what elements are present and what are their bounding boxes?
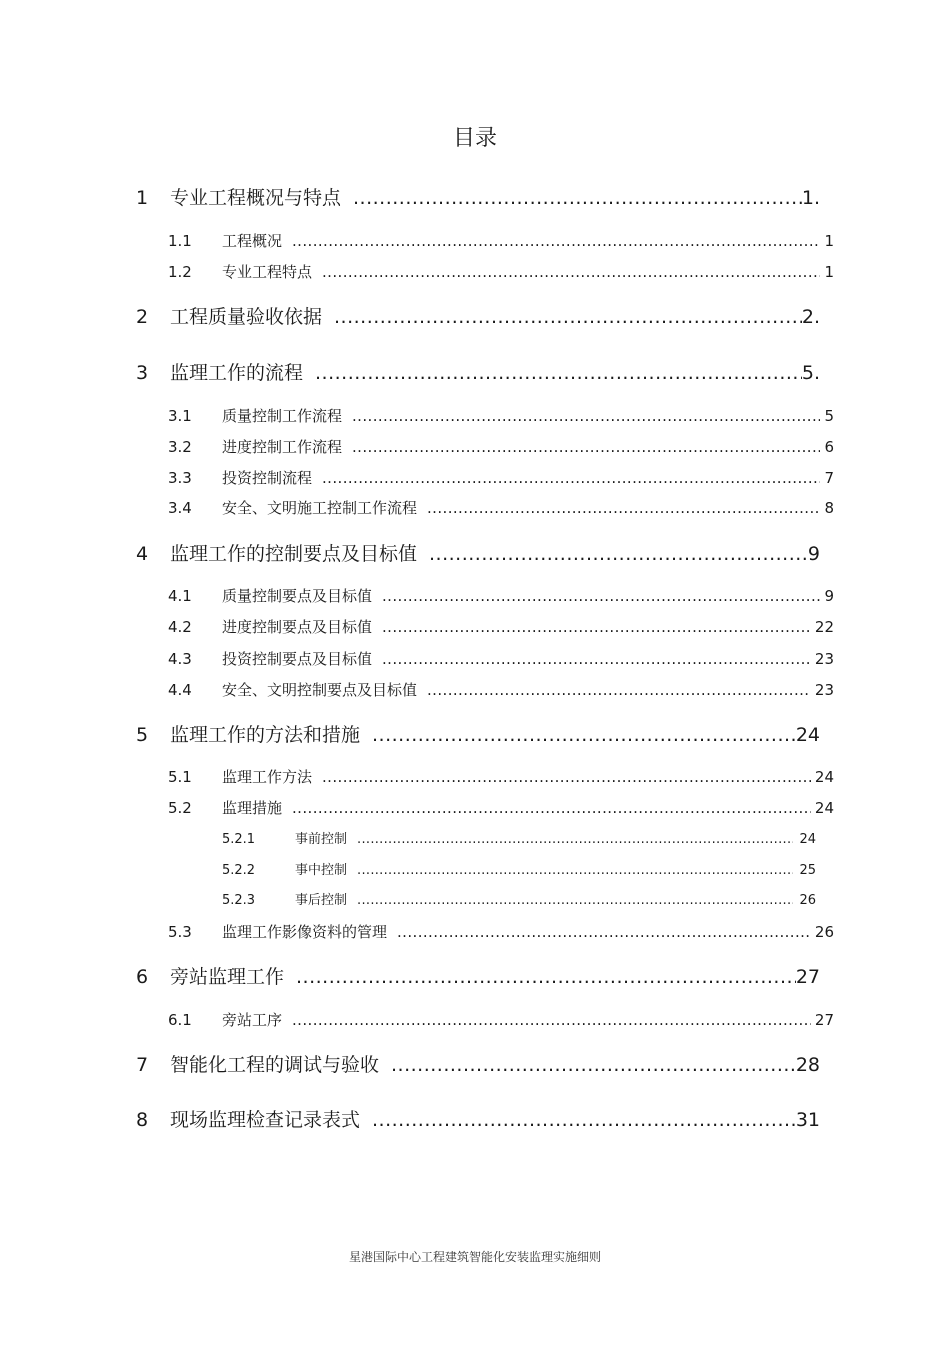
section-title: 监理工作影像资料的管理 [222,923,388,941]
section-title: 监理工作的方法和措施 [170,724,361,746]
section-number: 4 [136,543,149,565]
page-number: 24 [795,724,820,746]
section-number: 5.2 [168,799,192,817]
section-number: 5.2.2 [222,863,256,878]
page-number: 9 [807,543,820,565]
section-number: 5.3 [168,923,192,941]
dot-leader [322,468,820,488]
toc-entry[interactable] [168,468,834,488]
section-number: 3 [136,362,149,384]
toc-entry[interactable] [168,586,834,606]
page-number: 28 [795,1054,820,1076]
page-number: 5 [824,407,834,425]
dot-leader [292,798,811,818]
dot-leader [429,541,806,567]
dot-leader [357,892,793,910]
page-number: 26 [799,893,816,908]
dot-leader [352,437,820,457]
dot-leader [427,680,811,700]
dot-leader [357,862,793,880]
page-number: 5. [801,362,820,384]
section-title: 事后控制 [295,893,348,908]
page-number: 24 [799,832,816,847]
section-title: 进度控制工作流程 [222,438,343,456]
dot-leader [292,1010,811,1030]
section-number: 3.4 [168,499,192,517]
dot-leader [296,964,796,990]
toc-entry[interactable] [168,231,834,251]
section-number: 5.2.1 [222,832,256,847]
page-number: 9 [824,587,834,605]
section-number: 2 [136,306,149,328]
toc-entry[interactable] [222,892,816,910]
section-title: 监理工作方法 [222,768,313,786]
page-number: 24 [814,768,834,786]
section-number: 5.2.3 [222,893,256,908]
page-number: 2. [801,306,820,328]
section-title: 事前控制 [295,832,348,847]
dot-leader [372,722,796,748]
section-number: 1.2 [168,263,192,281]
toc-entry[interactable] [136,722,820,748]
dot-leader [382,649,811,669]
section-title: 专业工程特点 [222,263,313,281]
dot-leader [292,231,820,251]
toc-entry[interactable] [136,541,820,567]
toc-entry[interactable] [168,798,834,818]
section-title: 监理措施 [222,799,283,817]
section-title: 投资控制流程 [222,469,313,487]
page-number: 7 [824,469,834,487]
toc-entry[interactable] [168,680,834,700]
toc-entry[interactable] [136,304,820,330]
toc-entry[interactable] [136,360,820,386]
toc-entry[interactable] [168,767,834,787]
dot-leader [397,922,811,942]
dot-leader [334,304,802,330]
section-title: 智能化工程的调试与验收 [170,1054,380,1076]
section-number: 4.1 [168,587,192,605]
dot-leader [322,262,820,282]
section-number: 8 [136,1109,149,1131]
section-number: 6 [136,966,149,988]
section-number: 5 [136,724,149,746]
toc-entry[interactable] [168,437,834,457]
dot-leader [382,617,811,637]
section-number: 4.3 [168,650,192,668]
dot-leader [391,1052,796,1078]
page-number: 1 [824,232,834,250]
section-number: 1 [136,187,149,209]
page-number: 22 [814,618,834,636]
section-number: 4.2 [168,618,192,636]
section-title: 旁站工序 [222,1011,283,1029]
page-footer: 星港国际中心工程建筑智能化安装监理实施细则 [348,1250,601,1264]
toc-entry[interactable] [136,964,820,990]
page-number: 31 [795,1109,820,1131]
page-number: 23 [814,681,834,699]
section-title: 工程概况 [222,232,283,250]
section-number: 6.1 [168,1011,192,1029]
section-title: 安全、文明施工控制工作流程 [222,499,418,517]
dot-leader [322,767,811,787]
page-number: 23 [814,650,834,668]
dot-leader [352,406,820,426]
section-number: 3.1 [168,407,192,425]
page-number: 8 [824,499,834,517]
section-title: 监理工作的流程 [170,362,304,384]
toc-entry[interactable] [168,649,834,669]
toc-entry[interactable] [168,262,834,282]
toc-entry[interactable] [136,1107,820,1133]
page-number: 1 [824,263,834,281]
page-number: 25 [799,863,816,878]
section-title: 质量控制工作流程 [222,407,343,425]
section-number: 3.2 [168,438,192,456]
section-title: 进度控制要点及目标值 [222,618,373,636]
toc-entry[interactable] [222,862,816,880]
toc-entry[interactable] [136,1052,820,1078]
dot-leader [353,185,802,211]
page-number: 1. [801,187,820,209]
page-number: 27 [814,1011,834,1029]
section-title: 监理工作的控制要点及目标值 [170,543,418,565]
section-number: 7 [136,1054,149,1076]
dot-leader [357,831,793,849]
toc-entry[interactable] [136,185,820,211]
page-title: 目录 [452,126,497,151]
dot-leader [382,586,820,606]
page-number: 27 [795,966,820,988]
section-number: 1.1 [168,232,192,250]
toc-entry[interactable] [222,831,816,849]
toc-entry[interactable] [168,1010,834,1030]
section-title: 事中控制 [295,863,348,878]
section-title: 工程质量验收依据 [170,306,323,328]
page-number: 26 [814,923,834,941]
section-title: 专业工程概况与特点 [170,187,342,209]
section-number: 5.1 [168,768,192,786]
section-title: 现场监理检查记录表式 [170,1109,361,1131]
page-number: 24 [814,799,834,817]
dot-leader [427,498,820,518]
toc-entry[interactable] [168,406,834,426]
dot-leader [372,1107,796,1133]
section-number: 3.3 [168,469,192,487]
page-number: 6 [824,438,834,456]
toc-entry[interactable] [168,922,834,942]
toc-entry[interactable] [168,617,834,637]
section-title: 质量控制要点及目标值 [222,587,373,605]
section-title: 投资控制要点及目标值 [222,650,373,668]
section-title: 旁站监理工作 [170,966,285,988]
section-number: 4.4 [168,681,192,699]
dot-leader [315,360,802,386]
section-title: 安全、文明控制要点及目标值 [222,681,418,699]
toc-entry[interactable] [168,498,834,518]
